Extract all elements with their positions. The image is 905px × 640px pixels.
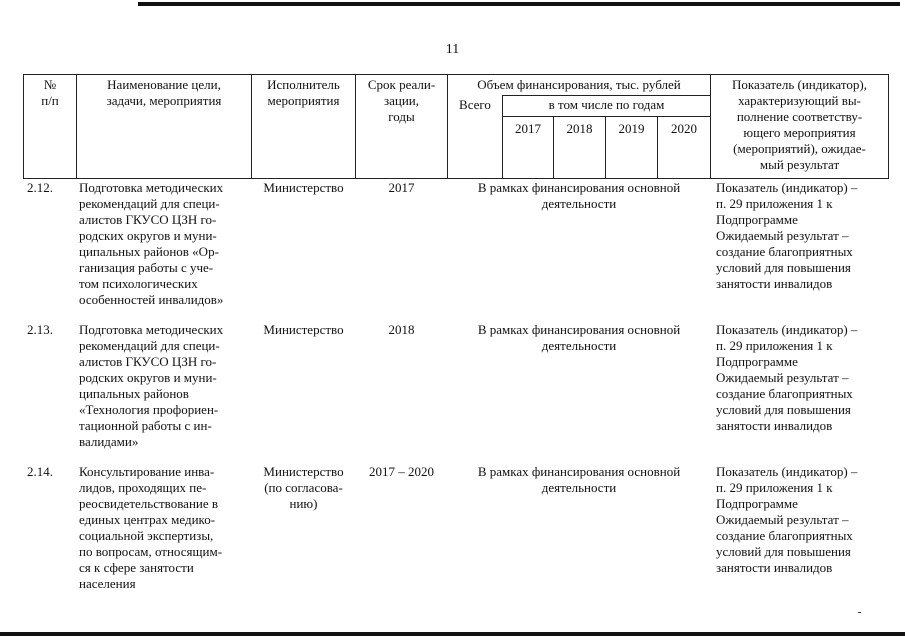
row-executor-line: Министерство — [263, 464, 344, 479]
row-name-line: рекомендаций для специ- — [79, 338, 220, 353]
row-indicator-line: Подпрограмме — [716, 496, 798, 511]
row-name-cell — [79, 322, 251, 450]
row-indicator-line: п. 29 приложения 1 к — [716, 338, 833, 353]
header-year-2019: 2019 — [618, 121, 645, 136]
by-years-divider — [502, 95, 710, 96]
row-name-line: Консультирование инва- — [79, 464, 215, 479]
row-indicator-line: Подпрограмме — [716, 354, 798, 369]
header-indicator-line: полнение соответству- — [736, 109, 863, 124]
header-by-years: в том числе по годам — [548, 97, 665, 112]
header-executor-line: мероприятия — [267, 93, 340, 108]
row-term-cell: 2017 – 2020 — [369, 464, 434, 479]
row-finance-line: деятельности — [541, 196, 617, 211]
header-finance: Объем финансирования, тыс. рублей — [477, 77, 681, 92]
row-executor-line: Министерство — [263, 180, 344, 195]
row-finance-cell — [448, 180, 710, 212]
header-total: Всего — [459, 97, 491, 112]
header-indicator-line: ющего мероприятия — [743, 125, 856, 140]
row-indicator-line: Показатель (индикатор) – — [716, 322, 858, 337]
years-row-divider — [502, 116, 710, 117]
row-name-line: реосвидетельствование в — [79, 496, 219, 511]
row-indicator-line: Подпрограмме — [716, 212, 798, 227]
row-term-cell: 2017 — [388, 180, 415, 195]
row-name-line: «Технология профориен- — [79, 402, 219, 417]
row-indicator-line: Показатель (индикатор) – — [716, 464, 858, 479]
row-name-line: валидами» — [79, 434, 139, 449]
row-indicator-cell — [716, 322, 892, 434]
header-indicator — [711, 77, 888, 173]
header-bottom-border — [23, 178, 889, 179]
row-indicator-line: создание благоприятных — [716, 386, 853, 401]
row-finance-line: деятельности — [541, 338, 617, 353]
row-name-cell — [79, 180, 251, 308]
row-executor-cell — [252, 322, 355, 338]
header-num-line: № — [43, 77, 57, 92]
row-finance-line: В рамках финансирования основной — [477, 464, 681, 479]
row-name-line: лидов, проходящих пе- — [79, 480, 207, 495]
header-name-line: Наименование цели, — [107, 77, 221, 92]
row-name-line: социальной экспертизы, — [79, 528, 214, 543]
row-num-cell: 2.14. — [27, 464, 53, 479]
row-indicator-line: создание благоприятных — [716, 528, 853, 543]
row-indicator-cell — [716, 180, 892, 292]
row-name-line: ся к сфере занятости — [79, 560, 194, 575]
row-name-line: Подготовка методических — [79, 322, 224, 337]
row-indicator-line: условий для повышения — [716, 260, 851, 275]
header-indicator-line: характеризующий вы- — [738, 93, 861, 108]
bottom-rule — [0, 632, 905, 636]
row-indicator-line: п. 29 приложения 1 к — [716, 480, 833, 495]
header-term — [356, 77, 447, 125]
row-indicator-line: Ожидаемый результат – — [716, 370, 849, 385]
row-executor-line: (по согласова- — [264, 480, 343, 495]
row-name-line: по вопросам, относящим- — [79, 544, 223, 559]
row-name-line: том психологических — [79, 276, 198, 291]
header-year-2020: 2020 — [671, 121, 697, 136]
top-rule — [138, 2, 900, 6]
row-name-line: родских округов и муни- — [79, 228, 217, 243]
row-indicator-line: условий для повышения — [716, 544, 851, 559]
row-indicator-line: создание благоприятных — [716, 244, 853, 259]
row-indicator-line: Ожидаемый результат – — [716, 512, 849, 527]
header-name — [77, 77, 251, 109]
header-term-line: зации, — [383, 93, 420, 108]
row-name-line: ципальных районов — [79, 386, 189, 401]
header-num-line: п/п — [41, 93, 59, 108]
page-number: 11 — [445, 42, 460, 57]
header-executor-line: Исполнитель — [267, 77, 340, 92]
row-num-cell: 2.13. — [27, 322, 53, 337]
row-name-line: особенностей инвалидов» — [79, 292, 224, 307]
row-name-line: ганизация работы с уче- — [79, 260, 214, 275]
row-num-cell: 2.12. — [27, 180, 53, 195]
header-indicator-line: мый результат — [759, 157, 840, 172]
row-indicator-line: Ожидаемый результат – — [716, 228, 849, 243]
row-name-line: ципальных районов «Ор- — [79, 244, 219, 259]
row-name-line: родских округов и муни- — [79, 370, 217, 385]
row-finance-cell — [448, 464, 710, 496]
row-name-line: алистов ГКУСО ЦЗН го- — [79, 212, 217, 227]
row-name-line: населения — [79, 576, 136, 591]
row-executor-cell — [252, 464, 355, 512]
row-name-line: тационной работы с ин- — [79, 418, 212, 433]
row-indicator-line: условий для повышения — [716, 402, 851, 417]
row-indicator-line: Показатель (индикатор) – — [716, 180, 858, 195]
header-indicator-line: Показатель (индикатор), — [732, 77, 867, 92]
header-executor — [252, 77, 355, 109]
row-finance-line: В рамках финансирования основной — [477, 322, 681, 337]
row-finance-line: В рамках финансирования основной — [477, 180, 681, 195]
row-finance-line: деятельности — [541, 480, 617, 495]
header-indicator-line: (мероприятий), ожидае- — [733, 141, 866, 156]
header-year-2018: 2018 — [566, 121, 593, 136]
row-name-line: единых центрах медико- — [79, 512, 216, 527]
row-indicator-line: занятости инвалидов — [716, 560, 833, 575]
row-name-line: Подготовка методических — [79, 180, 224, 195]
row-name-line: алистов ГКУСО ЦЗН го- — [79, 354, 217, 369]
header-term-line: годы — [388, 109, 415, 124]
row-name-cell — [79, 464, 251, 592]
row-executor-line: Министерство — [263, 322, 344, 337]
col-line-10 — [888, 74, 889, 179]
row-term-cell: 2018 — [388, 322, 415, 337]
row-finance-cell — [448, 322, 710, 354]
header-name-line: задачи, мероприятия — [106, 93, 222, 108]
row-name-line: рекомендаций для специ- — [79, 196, 220, 211]
row-indicator-line: занятости инвалидов — [716, 418, 833, 433]
table-top-border — [23, 74, 889, 75]
row-indicator-cell — [716, 464, 892, 576]
scan-mark — [858, 612, 861, 613]
header-year-2017: 2017 — [515, 121, 541, 136]
row-executor-line: нию) — [289, 496, 318, 511]
row-executor-cell — [252, 180, 355, 196]
row-indicator-line: п. 29 приложения 1 к — [716, 196, 833, 211]
row-indicator-line: занятости инвалидов — [716, 276, 833, 291]
header-num — [24, 77, 76, 109]
header-term-line: Срок реали- — [367, 77, 436, 92]
